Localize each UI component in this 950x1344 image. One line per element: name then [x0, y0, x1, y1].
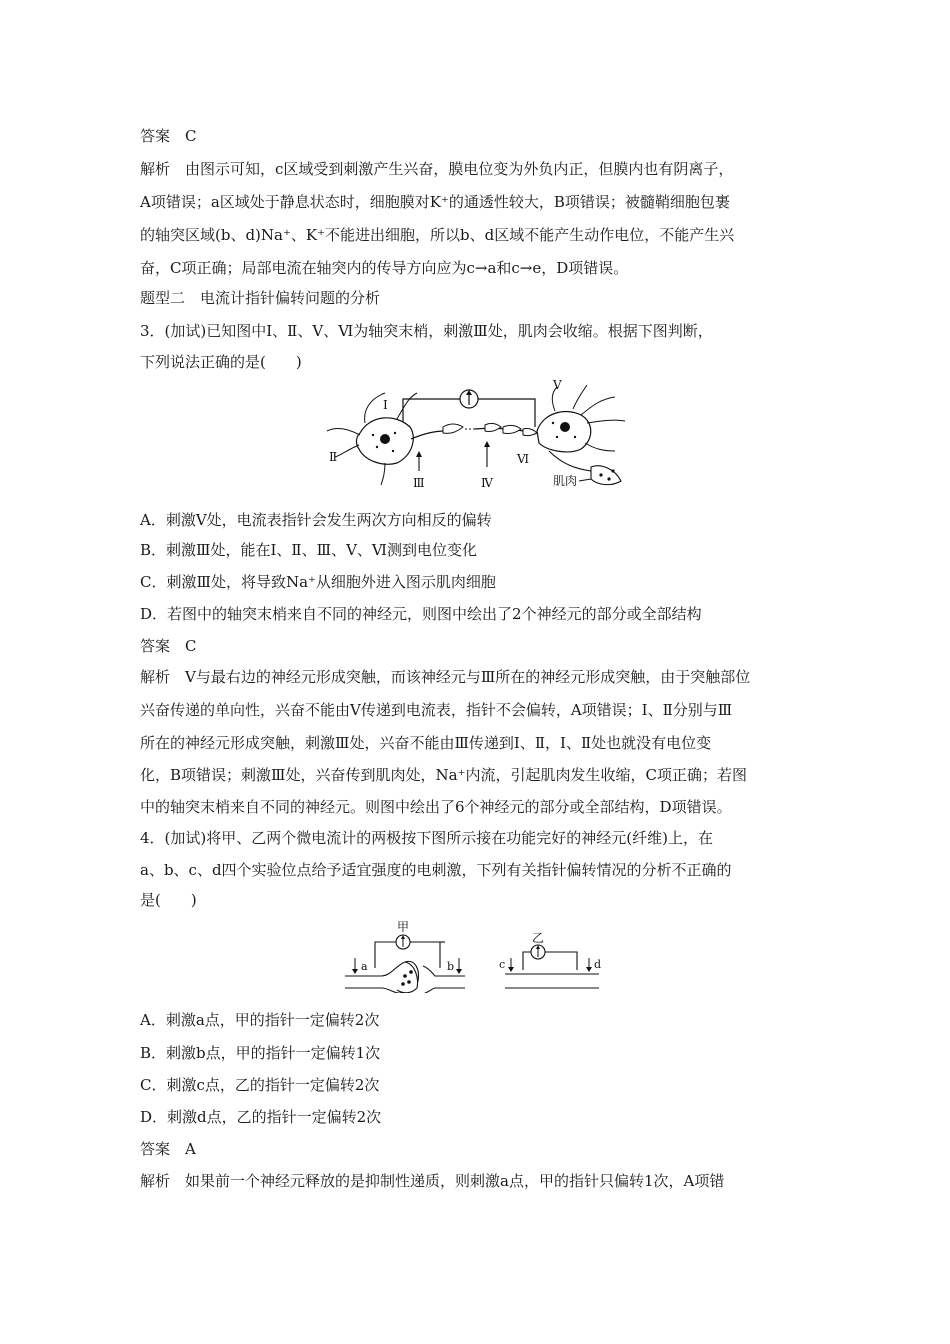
q3-stem-line-1: 3．(加试)已知图中Ⅰ、Ⅱ、Ⅴ、Ⅵ为轴突末梢，刺激Ⅲ处，肌肉会收缩。根据下图判断，: [140, 322, 713, 340]
label-c: c: [499, 958, 506, 971]
section-title: 题型二 电流计指针偏转问题的分析: [140, 289, 381, 307]
label-III: Ⅲ: [413, 476, 425, 490]
q3-option-d: D．若图中的轴突末梢来自不同的神经元，则图中绘出了2个神经元的部分或全部结构: [140, 605, 702, 623]
q4-option-d: D．刺激d点，乙的指针一定偏转2次: [140, 1108, 382, 1126]
q4-option-b: B．刺激b点，甲的指针一定偏转1次: [140, 1044, 381, 1062]
label-jia: 甲: [397, 920, 410, 934]
q3-analysis-line-5: 中的轴突末梢来自不同的神经元。则图中绘出了6个神经元的部分或全部结构，D项错误。: [140, 798, 732, 816]
q3-analysis-line-1: 解析 Ⅴ与最右边的神经元形成突触，而该神经元与Ⅲ所在的神经元形成突触，由于突触部位: [140, 668, 751, 686]
q3-analysis-line-3: 所在的神经元形成突触，刺激Ⅲ处，兴奋不能由Ⅲ传递到Ⅰ、Ⅱ，Ⅰ、Ⅱ处也就没有电位变: [140, 734, 712, 752]
q3-option-b: B．刺激Ⅲ处，能在Ⅰ、Ⅱ、Ⅲ、Ⅴ、Ⅵ测到电位变化: [140, 541, 477, 559]
q4-analysis-line-1: 解析 如果前一个神经元释放的是抑制性递质，则刺激a点，甲的指针只偏转1次，A项错: [140, 1172, 725, 1190]
label-yi: 乙: [532, 931, 545, 945]
label-b: b: [447, 960, 455, 973]
q4-stem-line-3: 是( ): [140, 891, 197, 909]
label-IV: Ⅳ: [481, 476, 493, 490]
q4-stem-line-2: a、b、c、d四个实验位点给予适宜强度的电刺激，下列有关指针偏转情况的分析不正确的: [140, 861, 732, 879]
q3-analysis-line-4: 化，B项错误；刺激Ⅲ处，兴奋传到肌肉处，Na⁺内流，引起肌肉发生收缩，C项正确；若图: [140, 766, 747, 784]
q3-analysis-line-2: 兴奋传递的单向性，兴奋不能由Ⅴ传递到电流表，指针不会偏转，A项错误；Ⅰ、Ⅱ分别与Ⅲ: [140, 701, 733, 719]
q4-galvanometer-figure: [345, 918, 610, 993]
label-d: d: [594, 958, 602, 971]
q2-answer: 答案 C: [140, 127, 197, 145]
q3-option-c: C．刺激Ⅲ处，将导致Na⁺从细胞外进入图示肌肉细胞: [140, 573, 496, 591]
q2-analysis-line-3: 的轴突区域(b、d)Na⁺、K⁺不能进出细胞，所以b、d区域不能产生动作电位，不能产生兴: [140, 226, 735, 244]
q2-analysis-line-4: 奋，C项正确；局部电流在轴突内的传导方向应为c→a和c→e，D项错误。: [140, 259, 629, 277]
label-II: Ⅱ: [329, 450, 338, 464]
q2-analysis-line-2: A项错误；a区域处于静息状态时，细胞膜对K⁺的通透性较大，B项错误；被髓鞘细胞包裹: [140, 193, 730, 211]
label-VI: Ⅵ: [517, 452, 530, 466]
q3-option-a: A．刺激Ⅴ处，电流表指针会发生两次方向相反的偏转: [140, 511, 492, 529]
q4-answer: 答案 A: [140, 1140, 196, 1158]
q4-option-c: C．刺激c点，乙的指针一定偏转2次: [140, 1076, 380, 1094]
q3-stem-line-2: 下列说法正确的是( ): [140, 353, 302, 371]
q2-analysis-line-1: 解析 由图示可知，c区域受到刺激产生兴奋，膜电位变为外负内正，但膜内也有阴离子，: [140, 160, 734, 178]
label-V: Ⅴ: [553, 378, 562, 392]
q4-stem-line-1: 4．(加试)将甲、乙两个微电流计的两极按下图所示接在功能完好的神经元(纤维)上，在: [140, 829, 713, 847]
q3-neuron-figure: [325, 375, 635, 500]
q4-option-a: A．刺激a点，甲的指针一定偏转2次: [140, 1011, 380, 1029]
q3-answer: 答案 C: [140, 637, 197, 655]
label-a: a: [361, 960, 368, 973]
label-muscle: 肌肉: [553, 474, 578, 488]
label-I: Ⅰ: [383, 398, 388, 412]
